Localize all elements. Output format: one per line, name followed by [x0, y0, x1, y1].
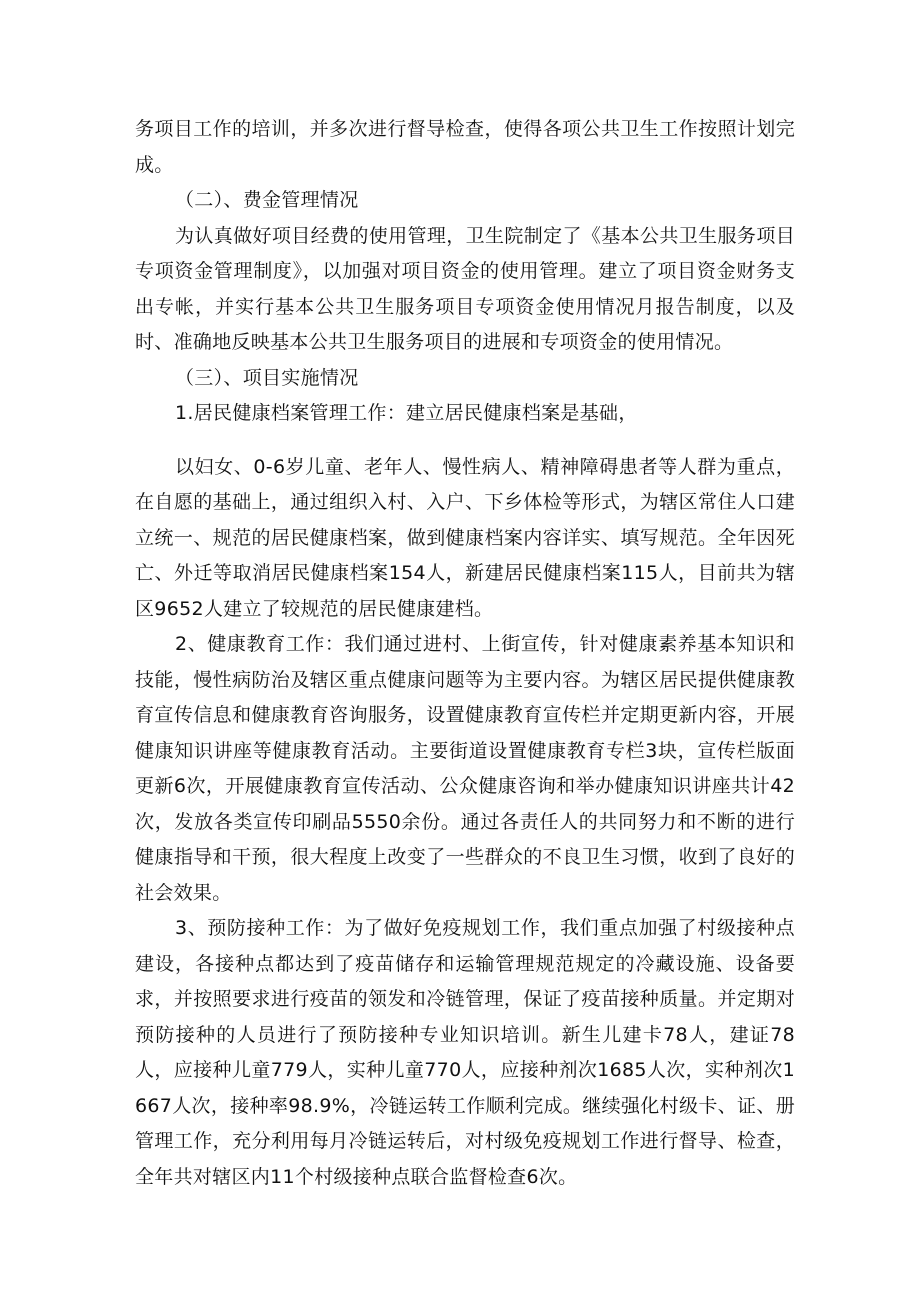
- paragraph-health-records: 以妇女、0-6岁儿童、老年人、慢性病人、精神障碍患者等人群为重点，在自愿的基础上，通过组织入村、入户、下乡体检等形式，为辖区常住人口建立统一、规范的居民健康档案，做到健康档案内容详实、填写规范。全年因死亡、外迁等取消居民健康档案154人，新建居民健康档案115人，目前共为辖区9652人建立了较规范的居民健康建档。: [135, 455, 795, 620]
- paragraph-health-education: 2、健康教育工作：我们通过进村、上街宣传，针对健康素养基本知识和技能，慢性病防治及辖区重点健康问题等为主要内容。为辖区居民提供健康教育宣传信息和健康教育咨询服务，设置健康教育宣传栏并定期更新内容，开展健康知识讲座等健康教育活动。主要街道设置健康教育专栏3块，宣传栏版面更新6次，开展健康教育宣传活动、公众健康咨询和举办健康知识讲座共计42次，发放各类宣传印刷品5550余份。通过各责任人的共同努力和不断的进行健康指导和干预，很大程度上改变了一些群众的不良卫生习惯，收到了良好的社会效果。: [135, 633, 795, 904]
- section-heading-implementation: （三）、项目实施情况: [175, 366, 359, 389]
- document-body: [135, 112, 795, 1195]
- paragraph-health-records-intro: 1.居民健康档案管理工作：建立居民健康档案是基础，: [175, 402, 638, 424]
- section-heading-funding: （二）、费金管理情况: [175, 189, 359, 211]
- paragraph-vaccination: 3、预防接种工作：为了做好免疫规划工作，我们重点加强了村级接种点建设，各接种点都达到了疫苗储存和运输管理规范规定的冷藏设施、设备要求，并按照要求进行疫苗的领发和冷链管理，保证了疫苗接种质量。并定期对预防接种的人员进行了预防接种专业知识培训。新生儿建卡78人，建证78人，应接种儿童779人，实种儿童770人，应接种剂次1685人次，实种剂次1667人次，接种率98.9%，冷链运转工作顺利完成。继续强化村级卡、证、册管理工作，充分利用每月冷链运转后，对村级免疫规划工作进行督导、检查，全年共对辖区内11个村级接种点联合监督检查6次。: [135, 917, 795, 1188]
- paragraph-continuation: 务项目工作的培训，并多次进行督导检查，使得各项公共卫生工作按照计划完成。: [135, 118, 795, 176]
- paragraph-funding: 为认真做好项目经费的使用管理，卫生院制定了《基本公共卫生服务项目专项资金管理制度》，以加强对项目资金的使用管理。建立了项目资金财务支出专帐，并实行基本公共卫生服务项目专项资金使用情况月报告制度，以及时、准确地反映基本公共卫生服务项目的进展和专项资金的使用情况。: [135, 224, 795, 353]
